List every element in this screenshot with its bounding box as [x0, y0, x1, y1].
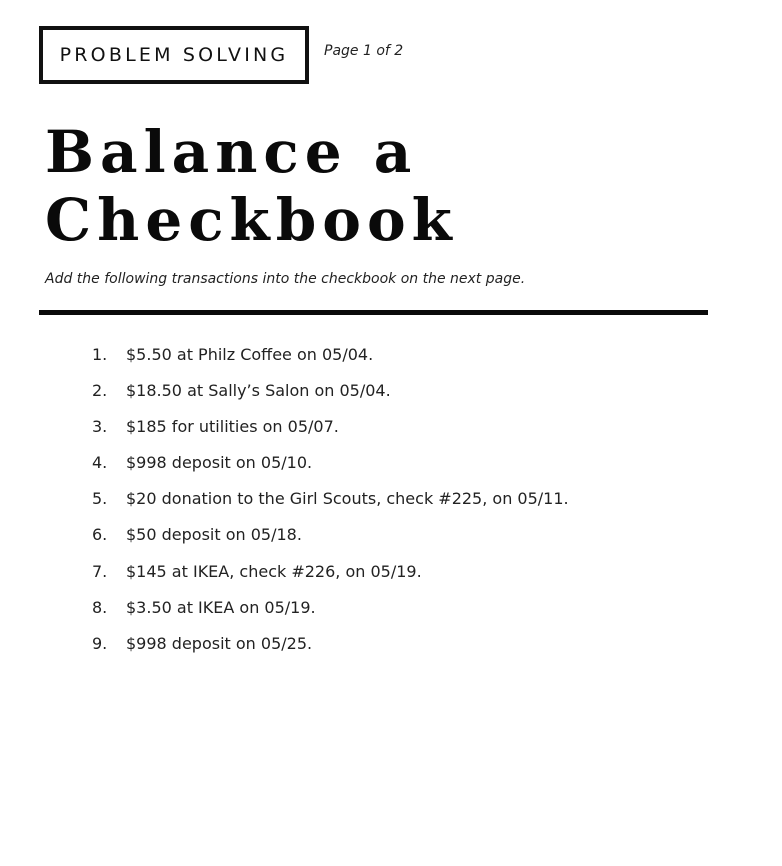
page-title-line-2: Checkbook — [45, 186, 458, 254]
page-title-line-1: Balance a — [45, 118, 418, 186]
list-item-text: $18.50 at Sally’s Salon on 05/04. — [126, 381, 391, 401]
instructions-text: Add the following transactions into the checkbook on the next page. — [45, 271, 526, 287]
list-item-number: 5. — [92, 489, 108, 509]
list-item-text: $145 at IKEA, check #226, on 05/19. — [126, 561, 422, 581]
list-item-number: 2. — [92, 381, 108, 401]
section-label-box — [39, 26, 309, 84]
list-item-text: $3.50 at IKEA on 05/19. — [126, 597, 316, 617]
list-item-number: 7. — [92, 561, 108, 581]
list-item-number: 4. — [92, 453, 108, 473]
list-item-number: 3. — [92, 417, 108, 437]
list-item-text: $50 deposit on 05/18. — [126, 525, 302, 545]
list-item-text: $5.50 at Philz Coffee on 05/04. — [126, 345, 374, 364]
list-item-text: $998 deposit on 05/10. — [126, 453, 313, 473]
list-item-number: 1. — [92, 345, 108, 364]
list-item-number: 9. — [92, 633, 108, 653]
section-label: PROBLEM SOLVING — [59, 44, 289, 66]
page-indicator: Page 1 of 2 — [324, 43, 404, 59]
list-item-text: $185 for utilities on 05/07. — [126, 417, 339, 437]
list-item-text: $20 donation to the Girl Scouts, check #225, on 05/11. — [126, 489, 569, 509]
list-item-text: $998 deposit on 05/25. — [126, 633, 313, 653]
list-item-number: 8. — [92, 597, 108, 617]
page-title — [45, 118, 458, 254]
list-item-number: 6. — [92, 525, 108, 545]
divider-rule — [39, 310, 708, 315]
